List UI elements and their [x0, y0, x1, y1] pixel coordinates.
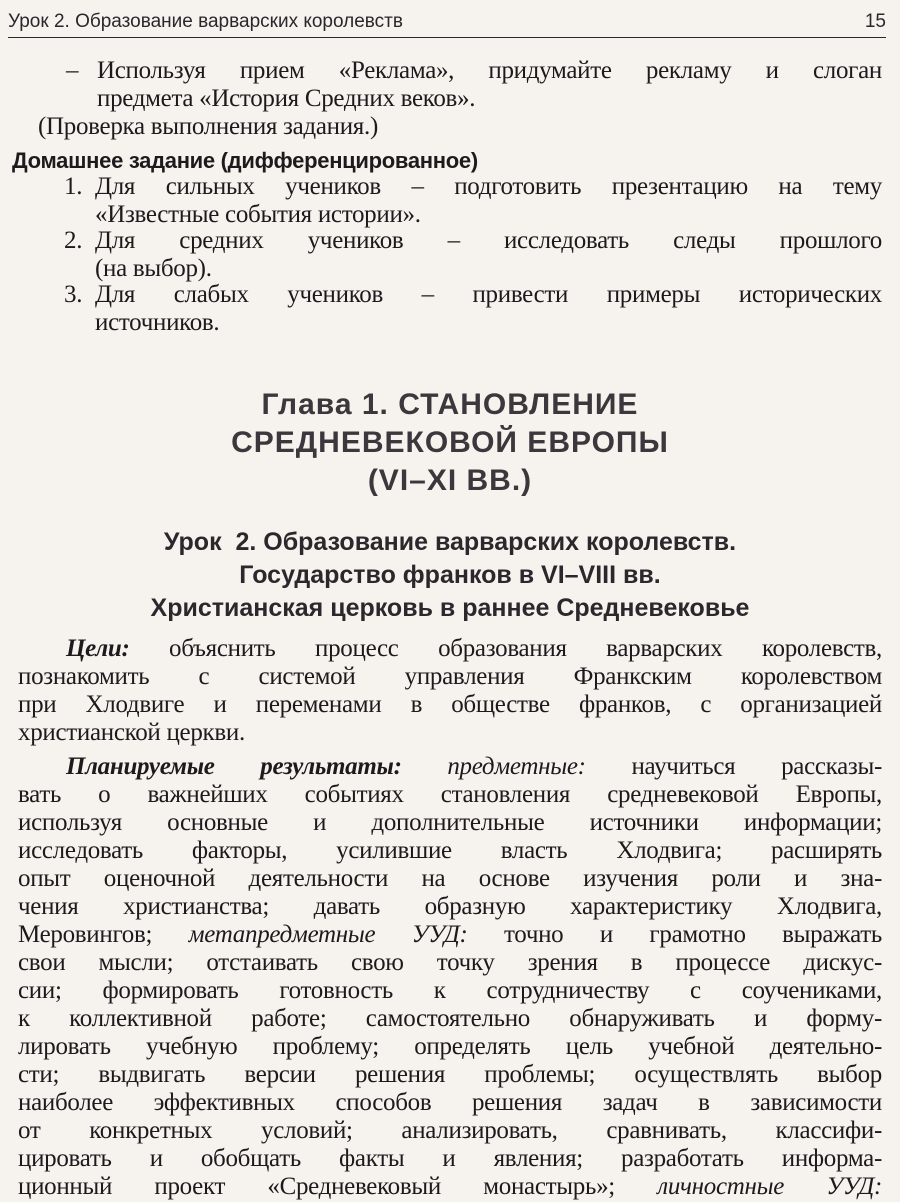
homework-item-number: 2.: [64, 227, 83, 254]
bullet-dash: –: [66, 57, 79, 84]
goals-line: познакомить с системой управления Франкским королевством: [18, 663, 882, 690]
homework-item-number: 1.: [64, 173, 83, 200]
check-note: (Проверка выполнения задания.): [38, 113, 378, 140]
bullet-line: Используя прием «Реклама», придумайте рекламу и слоган: [97, 57, 882, 84]
homework-item-line: Для слабых учеников – привести примеры исторических: [95, 281, 882, 308]
meta-label: метапредметные УУД:: [188, 921, 468, 948]
homework-item-line: Для средних учеников – исследовать следы прошлого: [95, 227, 882, 254]
results-line: Планируемые результаты: предметные: научиться рассказы-: [66, 753, 883, 780]
results-line: сии; формировать готовность к сотрудничеству с соучениками,: [18, 977, 882, 1004]
chapter-title-line: СРЕДНЕВЕКОВОЙ ЕВРОПЫ: [231, 426, 669, 459]
results-line: свои мысли; отстаивать свою точку зрения в процессе дискус-: [18, 949, 882, 976]
results-line: наиболее эффективных способов решения задач в зависимости: [18, 1089, 882, 1116]
lesson-title-line: Урок 2. Образование варварских королевств.: [163, 528, 737, 556]
goals-line: христианской церкви.: [18, 719, 245, 746]
results-label: Планируемые результаты:: [66, 753, 402, 780]
goals-label: Цели:: [66, 635, 130, 662]
homework-item-number: 3.: [64, 281, 83, 308]
homework-heading: Домашнее задание (дифференцированное): [12, 148, 478, 173]
results-line: от конкретных условий; анализировать, сравнивать, классифи-: [18, 1117, 882, 1144]
subject-label: предметные:: [447, 753, 586, 780]
lesson-title-line: Христианская церковь в раннее Средневековье: [150, 594, 750, 622]
homework-item-line: источников.: [95, 309, 220, 336]
goals-line: Цели: объяснить процесс образования варварских королевств,: [66, 635, 882, 662]
bullet-line: предмета «История Средних веков».: [97, 85, 476, 112]
results-line: цировать и обобщать факты и явления; разработать информа-: [18, 1145, 882, 1172]
results-line: чения христианства; давать образную характеристику Хлодвига,: [18, 893, 882, 920]
results-line: Меровингов; метапредметные УУД: точно и грамотно выражать: [18, 921, 882, 948]
page-number: 15: [864, 11, 886, 32]
results-line: ционный проект «Средневековый монастырь»; личностные УУД:: [18, 1173, 882, 1200]
results-line: сти; выдвигать версии решения проблемы; осуществлять выбор: [18, 1061, 882, 1088]
running-head-title: Урок 2. Образование варварских королевств: [8, 11, 403, 32]
results-line: исследовать факторы, усилившие власть Хлодвига; расширять: [18, 837, 882, 864]
results-line: вать о важнейших событиях становления средневековой Европы,: [18, 781, 882, 808]
results-line: опыт оценочной деятельности на основе изучения роли и зна-: [18, 865, 882, 892]
results-line: к коллективной работе; самостоятельно обнаруживать и форму-: [18, 1005, 882, 1032]
chapter-title-line: Глава 1. СТАНОВЛЕНИЕ: [261, 388, 639, 421]
results-line: лировать учебную проблему; определять цель учебной деятельно-: [18, 1033, 882, 1060]
homework-item-line: Для сильных учеников – подготовить презентацию на тему: [95, 173, 882, 200]
running-head: [8, 8, 886, 38]
chapter-title-line: (VI–XI ВВ.): [367, 464, 533, 497]
personal-label: личностные УУД:: [657, 1173, 882, 1200]
homework-item-line: «Известные события истории».: [95, 201, 421, 228]
goals-line: при Хлодвиге и переменами в обществе франков, с организацией: [18, 691, 882, 718]
homework-item-line: (на выбор).: [95, 255, 212, 282]
lesson-title-line: Государство франков в VI–VIII вв.: [239, 561, 661, 589]
results-line: используя основные и дополнительные источники информации;: [18, 809, 882, 836]
